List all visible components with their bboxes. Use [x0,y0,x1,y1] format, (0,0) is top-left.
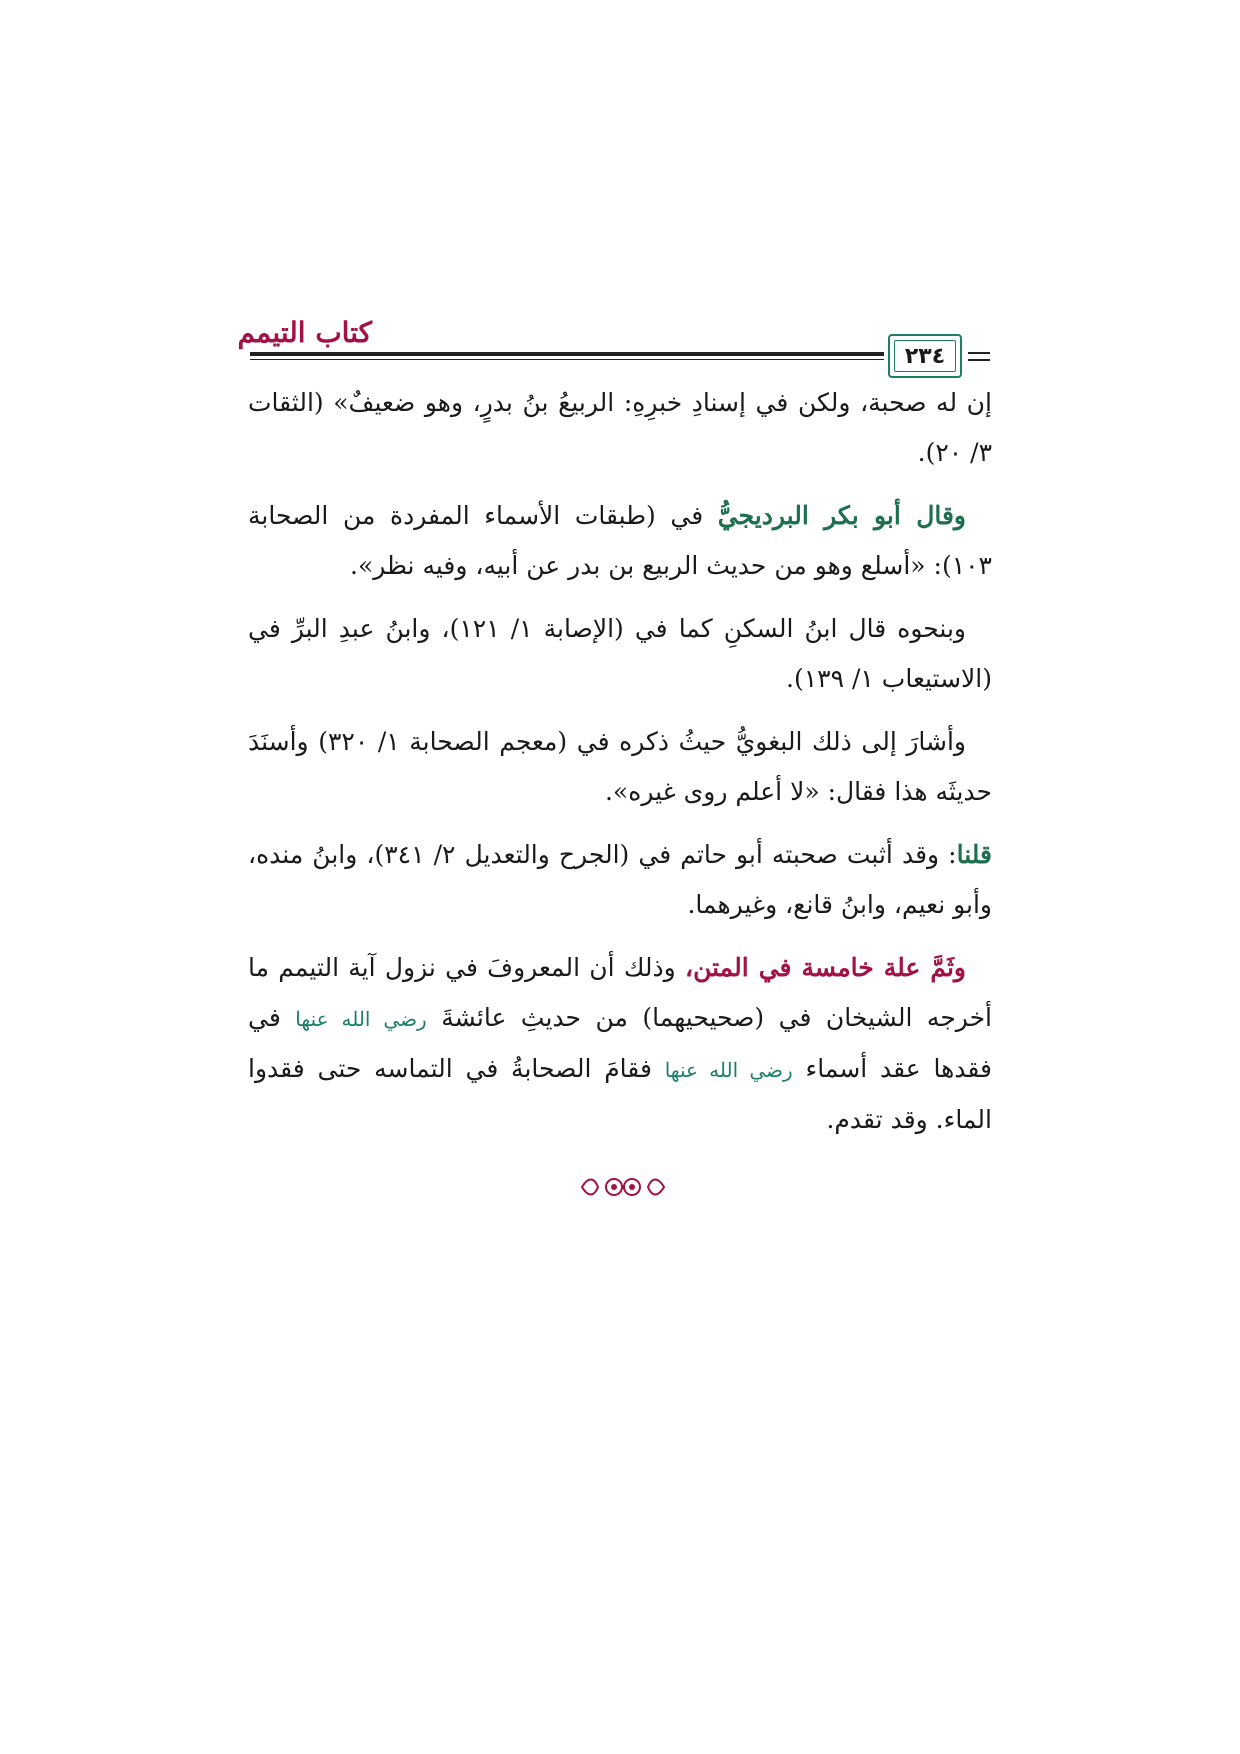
page-number: ٢٣٤ [904,343,946,369]
header-rule-thick [250,352,884,356]
paragraph-2 [248,491,992,591]
honorific-glyph-2: رضي الله عنها [664,1058,793,1082]
running-title: كتاب التيمم [237,316,372,349]
header-rule-right-bottom [968,359,990,361]
paragraph-5-text: : وقد أثبت صحبته أبو حاتم في (الجرح والتعديل ٢/ ٣٤١)، وابنُ منده، وأبو نعيم، وابنُ قانع، وغيرهما. [248,840,992,919]
paragraph-6-text-3: فقامَ الصحابةُ في التماسه حتى فقدوا الماء. وقد تقدم. [248,1054,992,1134]
paragraph-2-text: في (طبقات الأسماء المفردة من الصحابة ١٠٣): «أسلع وهو من حديث الربيع بن بدر عن أبيه، وفيه نظر». [248,501,992,580]
paragraph-5 [248,830,992,930]
paragraph-5-lead: قلنا [956,840,992,869]
paragraph-1 [248,378,992,478]
paragraph-4 [248,717,992,817]
paragraph-6 [248,943,992,1145]
paragraph-6-text-2: في فقدها عقد أسماء [248,1003,993,1083]
paragraph-1-text: إن له صحبة، ولكن في إسنادِ خبرِهِ: الربيعُ بنُ بدرٍ، وهو ضعيفٌ» (الثقات ٣/ ٢٠). [248,388,992,467]
header-rule-right-top [968,352,990,354]
body-text [248,378,992,1158]
page-number-frame [888,334,962,378]
paragraph-6-lead: وثَمَّ علة خامسة في المتن، [685,953,967,982]
header-rule-thin [250,359,884,360]
honorific-glyph-1: رضي الله عنها [295,1007,427,1031]
paragraph-3-text: وبنحوه قال ابنُ السكنِ كما في (الإصابة ١/ ١٢١)، وابنُ عبدِ البرِّ في (الاستيعاب ١/ ١٣٩). [248,614,992,693]
paragraph-4-text: وأشارَ إلى ذلك البغويُّ حيثُ ذكره في (معجم الصحابة ١/ ٣٢٠) وأسنَدَ حديثَه هذا فقال: «لا أعلم روى غيره». [248,727,992,806]
section-end-ornament-icon [578,1173,668,1201]
paragraph-2-lead: وقال أبو بكر البرديجيُّ [717,501,966,530]
paragraph-3 [248,604,992,704]
paragraph-6-text-1: وذلك أن المعروفَ في نزول آية التيمم ما أخرجه الشيخان في (صحيحيهما) من حديثِ عائشةَ [248,953,992,1032]
